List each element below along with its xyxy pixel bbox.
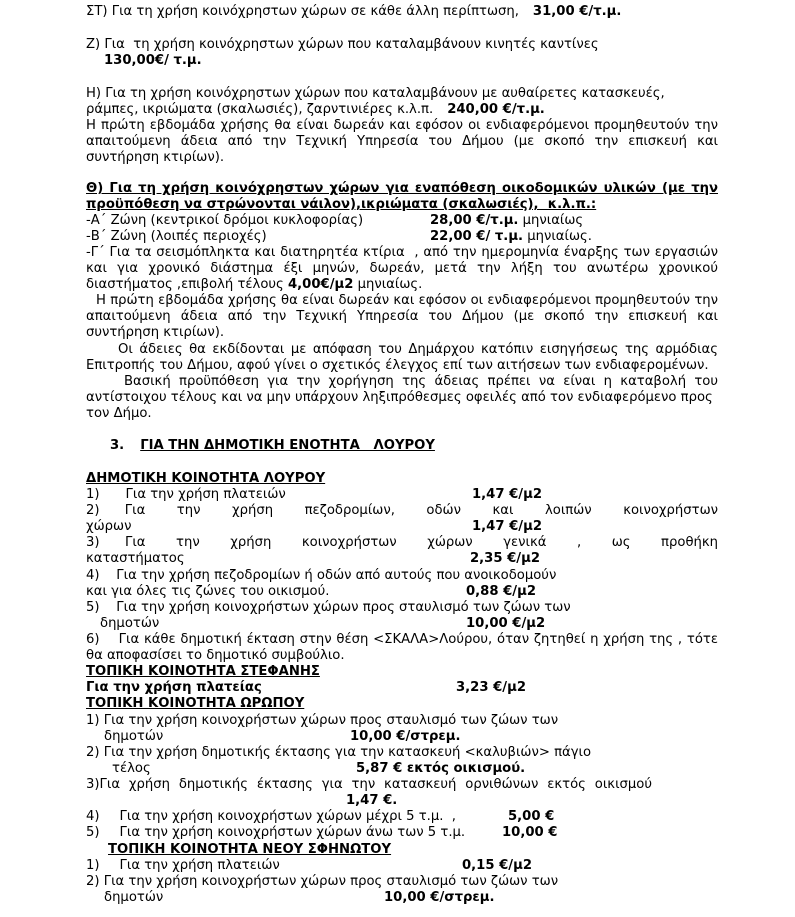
clause-th-week2: απαιτούμενη άδεια από την Τεχνική Υπηρεσία του Δήμου (με σκοπό την επισκευή και	[86, 309, 718, 324]
oropos-item-5: 5) Για την χρήση κοινοχρήστων χώρων άνω των 5 τ.μ.	[86, 825, 466, 840]
clause-th-heading1: Θ) Για τη χρήση κοινόχρηστων χώρων για εναπόθεση οικοδομικών υλικών (με την	[86, 181, 718, 196]
sfinoto-item-2-line2: δημοτών	[104, 890, 164, 905]
sfinoto-item-2-price: 10,00 €/στρεμ.	[384, 890, 495, 905]
condition-line3: τον Δήμο.	[86, 406, 152, 421]
louros-item-6-line1: 6) Για κάθε δημοτική έκταση στην θέση <ΣΚΑΛΑ>Λούρου, όταν ζητηθεί η χρήση της , τότε	[86, 632, 718, 647]
louros-item-2-line1: 2) Για την χρήση πεζοδρομίων, οδών και λοιπών κοινοχρήστων	[86, 503, 718, 518]
zone-c-line2: και για χρονικό διάστημα έξι μηνών, δωρεάν, μετά την λήξη του ανωτέρω χρονικού	[86, 261, 718, 276]
louros-item-3-price: 2,35 €/μ2	[470, 551, 541, 566]
louros-item-2-price: 1,47 €/μ2	[472, 519, 543, 534]
louros-item-4-line1: 4) Για την χρήση πεζοδρομίων ή οδών από αυτούς που ανοικοδομούν	[86, 568, 557, 583]
clause-h-line5: συντήρηση κτιρίων).	[86, 150, 225, 165]
permits-line1: Οι άδειες θα εκδίδονται με απόφαση του Δημάρχου κατόπιν εισηγήσεως της αρμόδιας	[118, 342, 718, 357]
louros-item-4-line2: και για όλες τις ζώνες του οικισμού.	[86, 584, 330, 599]
oropos-heading: ΤΟΠΙΚΗ ΚΟΙΝΟΤΗΤΑ ΩΡΩΠΟΥ	[86, 696, 305, 711]
louros-heading: ΔΗΜΟΤΙΚΗ ΚΟΙΝΟΤΗΤΑ ΛΟΥΡΟΥ	[86, 471, 326, 486]
condition-line2: αντίστοιχου τέλους και να μην υπάρχουν ληξιπρόθεσμες οφειλές από τον ενδιαφερόμενο προς	[86, 390, 713, 405]
clause-h-line4: απαιτούμενη άδεια από την Τεχνική Υπηρεσία του Δήμου (με σκοπό την επισκευή και	[86, 134, 718, 149]
oropos-item-1-price: 10,00 €/στρεμ.	[350, 729, 461, 744]
zone-c-price: 4,00€/μ2	[287, 277, 354, 292]
clause-z: Ζ) Για τη χρήση κοινόχρηστων χώρων που καταλαμβάνουν κινητές καντίνες	[86, 37, 599, 52]
oropos-item-5-price: 10,00 €	[502, 825, 558, 840]
permits-line2: Επιτροπής του Δήμου, αφού γίνει ο σχετικός έλεγχος επί των αιτήσεων των ενδιαφερομένων.	[86, 358, 709, 373]
zone-a: -Α΄ Ζώνη (κεντρικοί δρόμοι κυκλοφορίας)	[86, 213, 364, 228]
oropos-item-4-price: 5,00 €	[508, 809, 555, 824]
clause-th-heading2: προϋπόθεση να στρώνονται νάιλον),ικριώματα (σκαλωσιές), κ.λ.π.:	[86, 197, 597, 212]
louros-item-1: 1) Για την χρήση πλατειών	[86, 487, 286, 502]
louros-item-5-line2: δημοτών	[100, 616, 160, 631]
sfinoto-heading: ΤΟΠΙΚΗ ΚΟΙΝΟΤΗΤΑ ΝΕΟΥ ΣΦΗΝΩΤΟΥ	[108, 842, 392, 857]
louros-item-4-price: 0,88 €/μ2	[466, 584, 537, 599]
section-3-heading: 3. ΓΙΑ ΤΗΝ ΔΗΜΟΤΙΚΗ ΕΝΟΤΗΤΑ ΛΟΥΡΟΥ	[110, 438, 435, 453]
louros-item-5-line1: 5) Για την χρήση κοινοχρήστων χώρων προς σταυλισμό των ζώων των	[86, 600, 571, 615]
louros-item-3-line2: καταστήματος	[86, 551, 185, 566]
clause-z-price: 130,00€/ τ.μ.	[104, 53, 202, 68]
zone-c-line1: -Γ΄ Για τα σεισμόπληκτα και διατηρητέα κτίρια , από την ημερομηνία έναρξης των εργασιών	[86, 245, 718, 260]
stefani-item: Για την χρήση πλατείας	[86, 680, 262, 695]
stefani-price: 3,23 €/μ2	[456, 680, 527, 695]
oropos-item-3-price: 1,47 €.	[346, 793, 398, 808]
zone-c-line3: διαστήματος ,επιβολή τέλους 4,00€/μ2 μηνιαίως.	[86, 277, 423, 292]
clause-st-price: 31,00 €/τ.μ.	[532, 4, 622, 19]
zone-b: -Β΄ Ζώνη (λοιπές περιοχές)	[86, 229, 267, 244]
oropos-item-3-line1: 3)Για χρήση δημοτικής έκτασης για την κατασκευή ορνιθώνων εκτός οικισμού	[86, 777, 652, 792]
sfinoto-item-2-line1: 2) Για την χρήση κοινοχρήστων χώρων προς σταυλισμό των ζώων των	[86, 874, 559, 889]
oropos-item-2-line1: 2) Για την χρήση δημοτικής έκτασης για την κατασκευή <καλυβιών> πάγιο	[86, 745, 592, 760]
sfinoto-item-1: 1) Για την χρήση πλατειών	[86, 858, 280, 873]
condition-line1: Βασική προϋπόθεση για την χορήγηση της άδειας πρέπει να είναι η καταβολή του	[124, 374, 718, 389]
oropos-item-2-line2: τέλος	[112, 761, 151, 776]
oropos-item-1-line2: δημοτών	[104, 729, 164, 744]
zone-b-price: 22,00 €/ τ.μ. μηνιαίως.	[430, 229, 592, 244]
clause-th-week1: Η πρώτη εβδομάδα χρήσης θα είναι δωρεάν και εφόσον οι ενδιαφερόμενοι προμηθευτούν την	[96, 293, 718, 308]
louros-item-5-price: 10,00 €/μ2	[466, 616, 546, 631]
oropos-item-1-line1: 1) Για την χρήση κοινοχρήστων χώρων προς σταυλισμό των ζώων των	[86, 713, 559, 728]
oropos-item-2-price: 5,87 € εκτός οικισμού.	[356, 761, 526, 776]
oropos-item-4: 4) Για την χρήση κοινοχρήστων χώρων μέχρι 5 τ.μ. ,	[86, 809, 457, 824]
clause-h-line2: ράμπες, ικριώματα (σκαλωσιές), ζαρντινιέρες κ.λ.π. 240,00 €/τ.μ.	[86, 102, 545, 117]
clause-h-price: 240,00 €/τ.μ.	[447, 102, 545, 117]
louros-item-1-price: 1,47 €/μ2	[472, 487, 543, 502]
sfinoto-item-1-price: 0,15 €/μ2	[462, 858, 533, 873]
zone-a-price: 28,00 €/τ.μ. μηνιαίως	[430, 213, 584, 228]
louros-item-6-line2: θα αποφασίσει το δημοτικό συμβούλιο.	[86, 648, 345, 663]
louros-item-3-line1: 3) Για την χρήση κοινοχρήστων χώρων γενικά , ως προθήκη	[86, 535, 718, 550]
louros-item-2-line2: χώρων	[86, 519, 132, 534]
stefani-heading: ΤΟΠΙΚΗ ΚΟΙΝΟΤΗΤΑ ΣΤΕΦΑΝΗΣ	[86, 664, 320, 679]
clause-th-week3: συντήρηση κτιρίων).	[86, 325, 225, 340]
clause-h-line3: Η πρώτη εβδομάδα χρήσης θα είναι δωρεάν και εφόσον οι ενδιαφερόμενοι προμηθευτούν την	[86, 118, 718, 133]
clause-st: ΣΤ) Για τη χρήση κοινόχρηστων χώρων σε κάθε άλλη περίπτωση, 31,00 €/τ.μ.	[86, 4, 622, 19]
clause-h-line1: Η) Για τη χρήση κοινόχρηστων χώρων που καταλαμβάνουν με αυθαίρετες κατασκευές,	[86, 86, 665, 101]
